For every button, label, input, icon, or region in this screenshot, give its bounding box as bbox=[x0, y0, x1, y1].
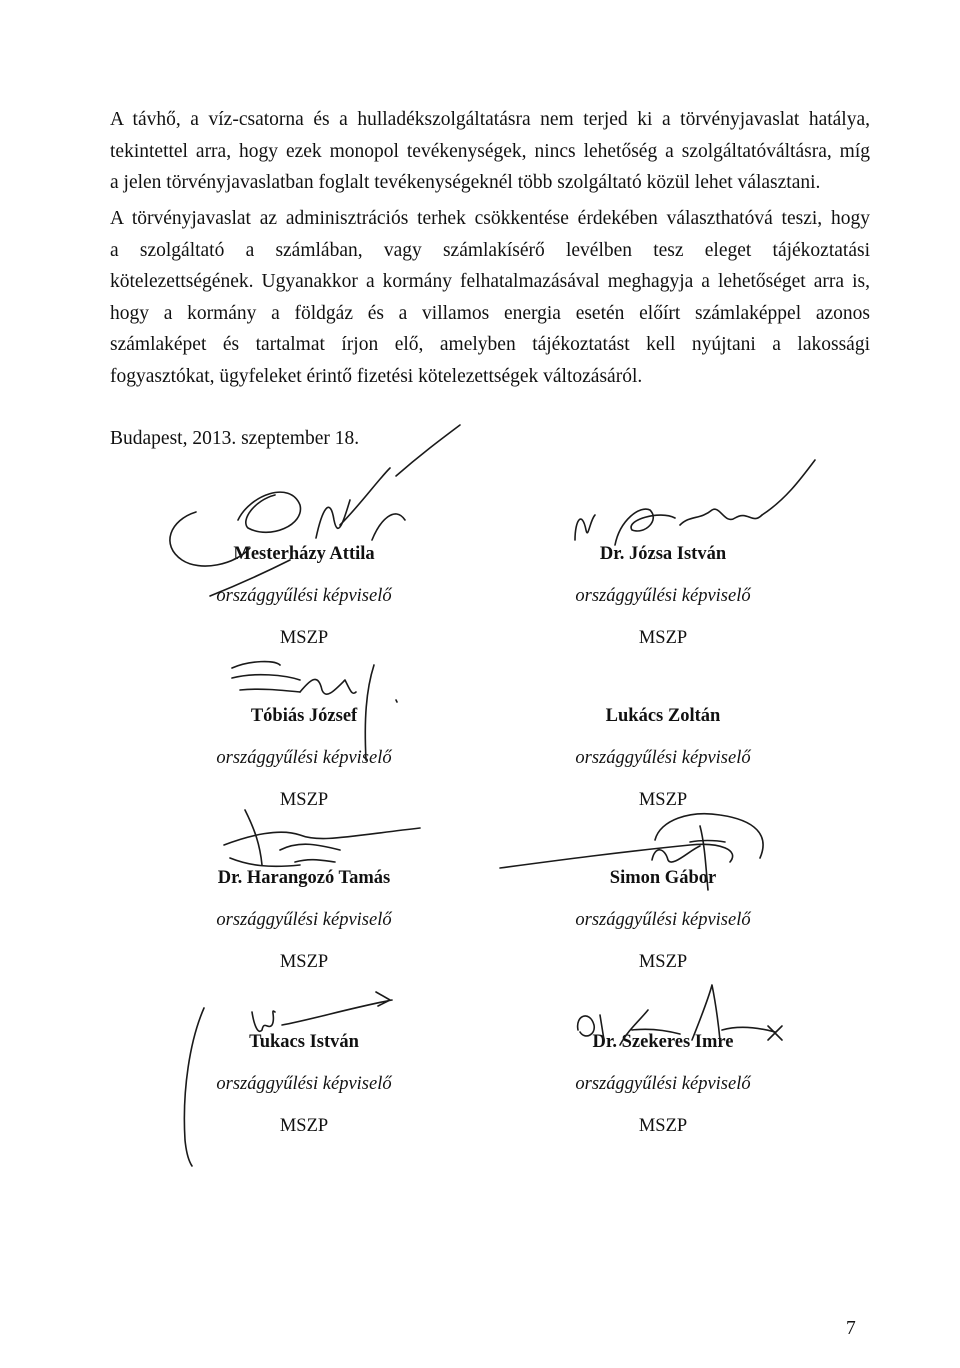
signer-block bbox=[124, 864, 484, 976]
paragraph-line: hogy a kormány a földgáz és a villamos energia esetén előírt számlaképpel azonos bbox=[110, 302, 870, 324]
signer-name: Simon Gábor bbox=[609, 868, 717, 888]
signer-block bbox=[483, 702, 843, 814]
signer-name: Dr. Harangozó Tamás bbox=[217, 868, 391, 888]
signature-jozsa bbox=[575, 460, 815, 545]
signature-harangozo bbox=[224, 810, 420, 866]
signer-party: MSZP bbox=[638, 790, 688, 810]
signer-role: országgyűlési képviselő bbox=[216, 910, 392, 930]
signer-block bbox=[124, 540, 484, 652]
paragraph-line: a jelen törvényjavaslatban foglalt tevékenységeknél több szolgáltató közül lehet választani. bbox=[110, 172, 821, 193]
signer-role: országgyűlési képviselő bbox=[216, 1074, 392, 1094]
signer-name: Tukacs István bbox=[249, 1032, 359, 1052]
signer-party: MSZP bbox=[638, 952, 688, 972]
signer-name: Lukács Zoltán bbox=[605, 706, 721, 726]
signer-party: MSZP bbox=[279, 628, 329, 648]
paragraph-line: tekintettel arra, hogy ezek monopol tevékenységek, nincs lehetőség a szolgáltatóváltásra, míg bbox=[110, 140, 870, 162]
signer-role: országgyűlési képviselő bbox=[575, 748, 751, 768]
date-line: Budapest, 2013. szeptember 18. bbox=[110, 428, 360, 449]
signer-block bbox=[124, 1028, 484, 1140]
signer-name: Dr. Józsa István bbox=[599, 544, 727, 564]
signer-role: országgyűlési képviselő bbox=[575, 910, 751, 930]
signer-role: országgyűlési képviselő bbox=[575, 586, 751, 606]
paragraph-line: számlaképet és tartalmat írjon elő, amelyben tájékoztatást kell nyújtani a lakossági bbox=[110, 334, 870, 355]
paragraph-2 bbox=[110, 203, 870, 392]
signer-role: országgyűlési képviselő bbox=[216, 586, 392, 606]
signer-party: MSZP bbox=[279, 790, 329, 810]
signer-party: MSZP bbox=[638, 628, 688, 648]
paragraph-1 bbox=[110, 104, 870, 199]
signer-role: országgyűlési képviselő bbox=[216, 748, 392, 768]
signer-block bbox=[483, 864, 843, 976]
paragraph-line: A törvényjavaslat az adminisztrációs terhek csökkentése érdekében választhatóvá teszi, hogy bbox=[110, 208, 870, 229]
signer-name: Dr. Szekeres Imre bbox=[592, 1032, 734, 1052]
signer-name: Mesterházy Attila bbox=[233, 544, 375, 564]
paragraph-line: fogyasztókat, ügyfeleket érintő fizetési kötelezettségek változásáról. bbox=[110, 365, 643, 387]
signer-role: országgyűlési képviselő bbox=[575, 1074, 751, 1094]
signer-block bbox=[124, 702, 484, 814]
page-number: 7 bbox=[846, 1318, 856, 1339]
paragraph-line: kötelezettségének. Ugyanakkor a kormány felhatalmazásával meghagyja a lehetőséget arra is, bbox=[110, 271, 870, 292]
paragraph-line: A távhő, a víz-csatorna és a hulladékszolgáltatásra nem terjed ki a törvényjavaslat hatálya, bbox=[110, 109, 870, 130]
signer-block bbox=[483, 540, 843, 652]
signer-name: Tóbiás József bbox=[250, 706, 358, 726]
signer-block bbox=[483, 1028, 843, 1140]
signer-party: MSZP bbox=[279, 952, 329, 972]
signer-party: MSZP bbox=[638, 1116, 688, 1136]
signer-party: MSZP bbox=[279, 1116, 329, 1136]
paragraph-line: a szolgáltató a számlában, vagy számlakísérő levélben tesz eleget tájékoztatási bbox=[110, 239, 870, 261]
